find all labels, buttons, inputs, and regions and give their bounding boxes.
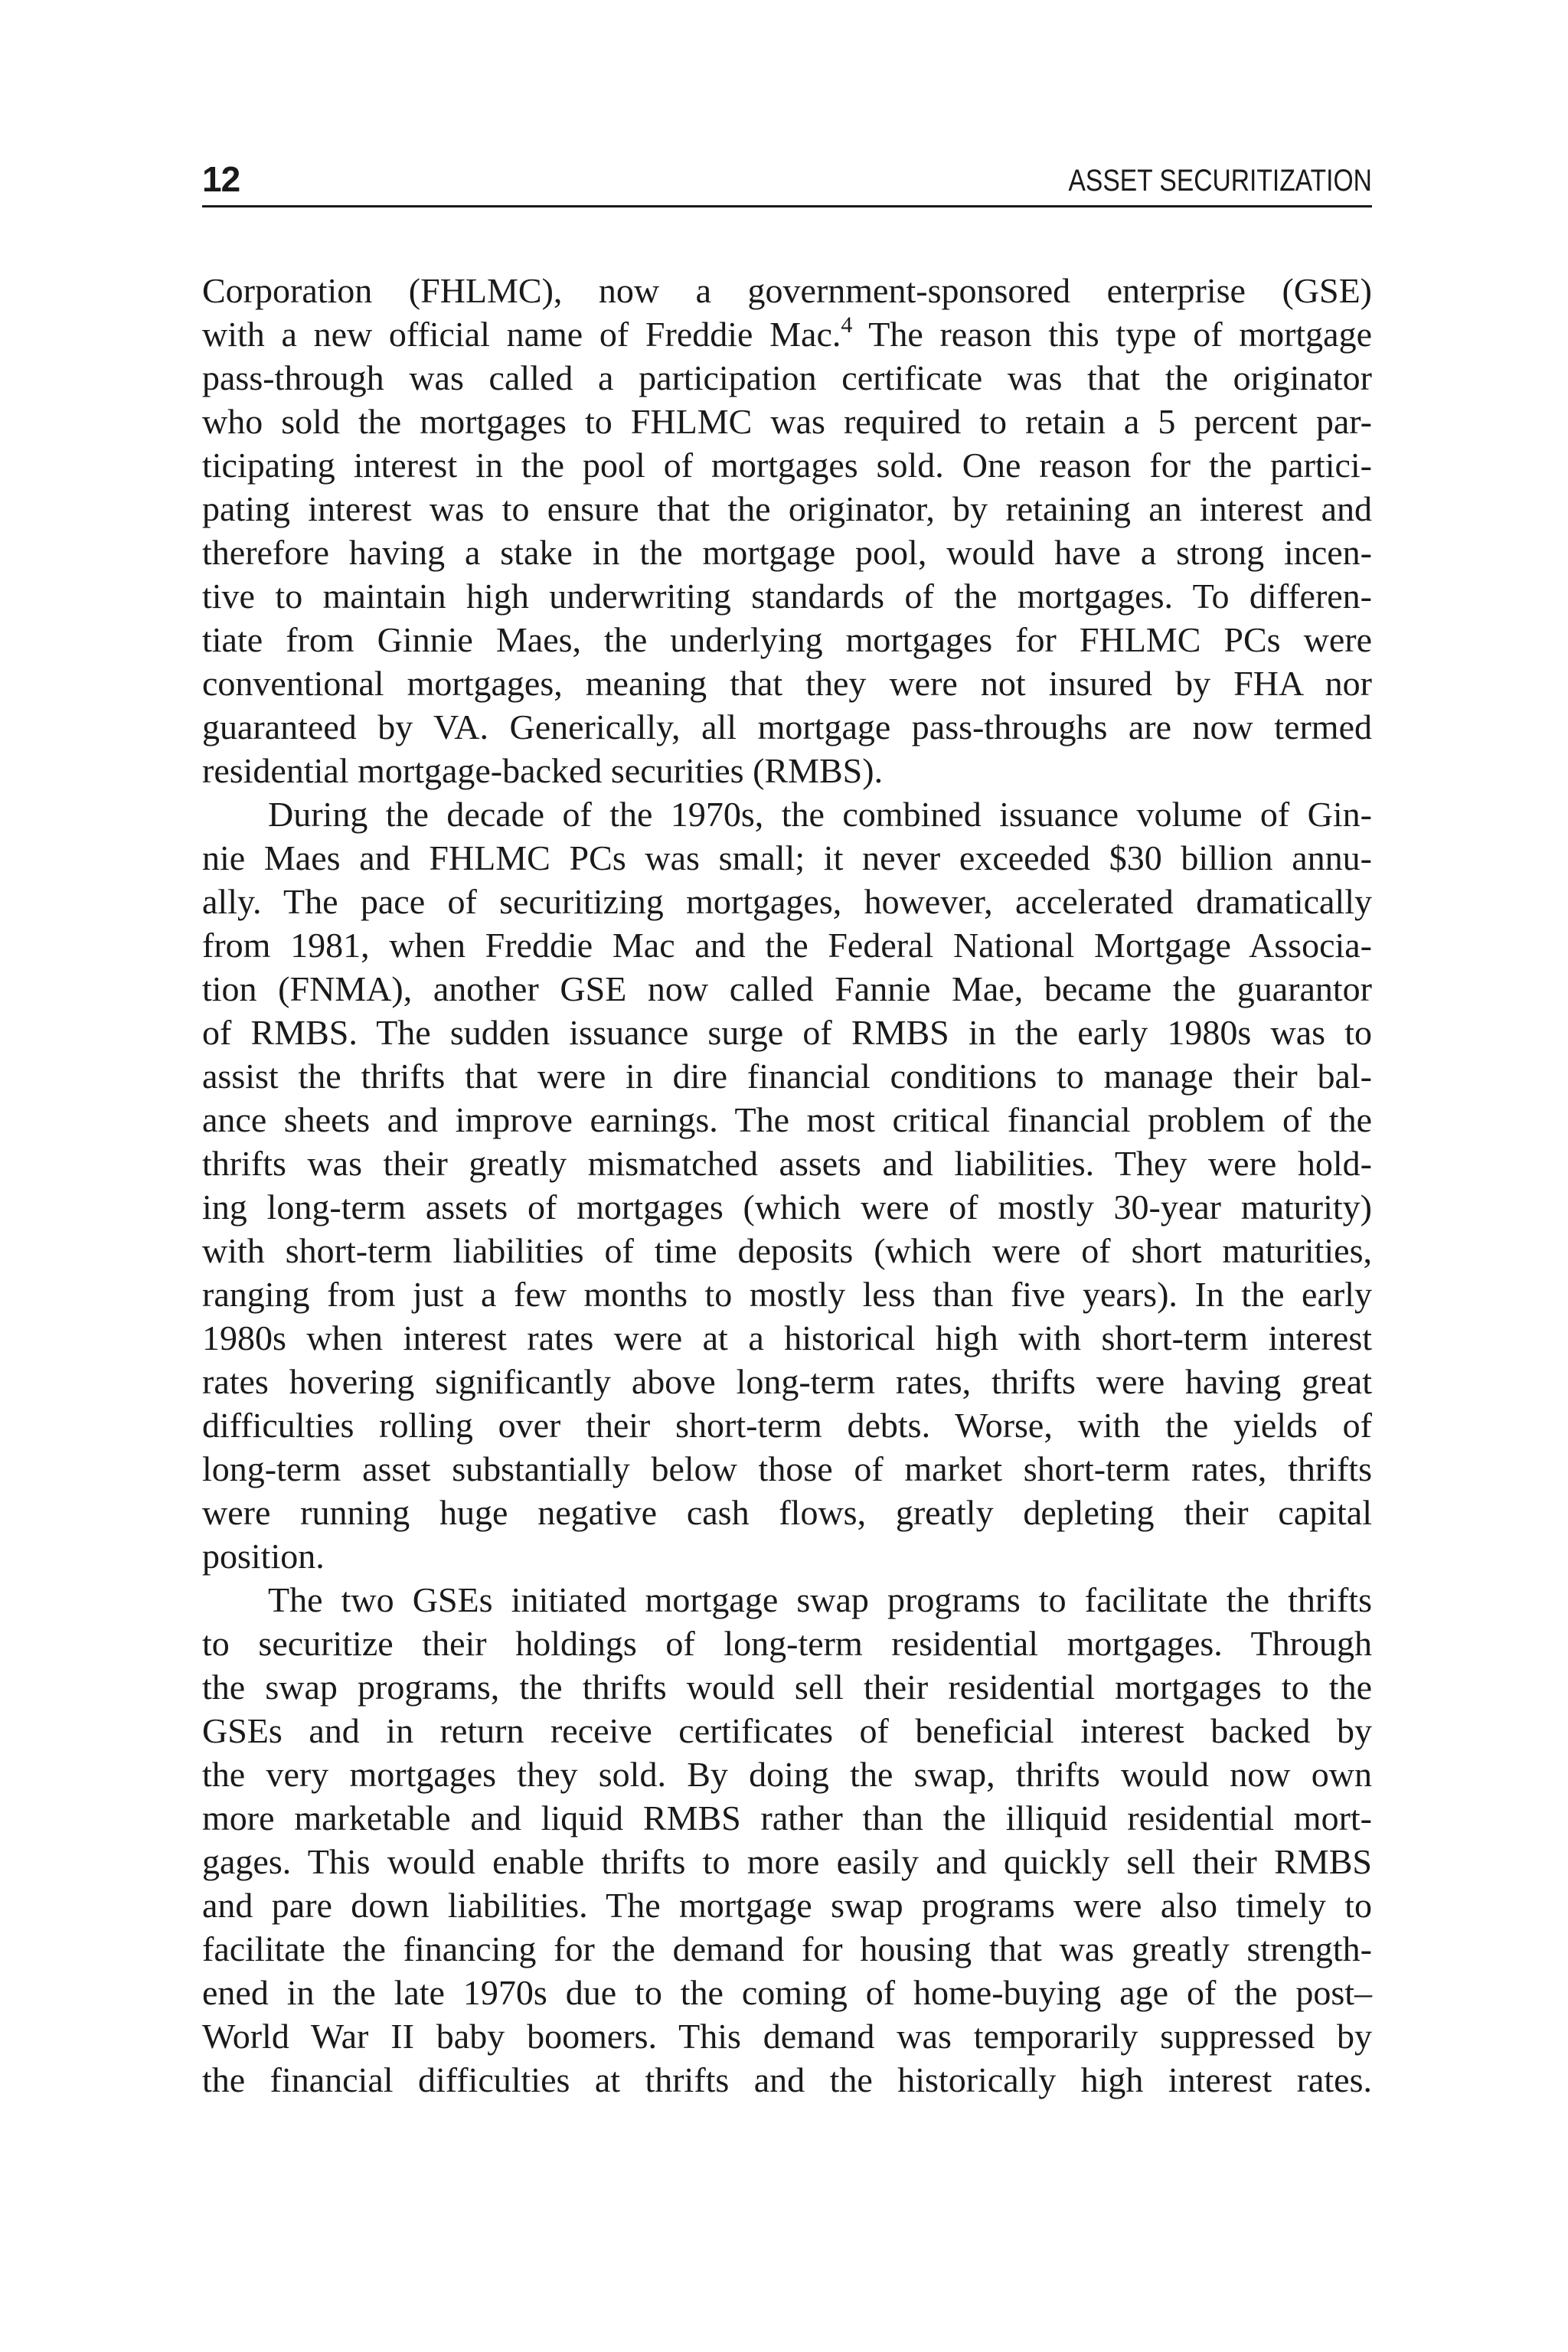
text-line: nie Maes and FHLMC PCs was small; it never exceeded $30 billion annu- (202, 838, 1372, 877)
text-line: were running huge negative cash flows, greatly depleting their capital (202, 1493, 1372, 1532)
paragraph-2 (202, 792, 1372, 1578)
text-line: from 1981, when Freddie Mac and the Federal National Mortgage Associa- (202, 926, 1372, 965)
text-line: with short-term liabilities of time deposits (which were of short maturities, (202, 1231, 1372, 1270)
text-line: tive to maintain high underwriting standards of the mortgages. To differen- (202, 577, 1372, 616)
text-line: thrifts was their greatly mismatched assets and liabilities. They were hold- (202, 1144, 1372, 1183)
paragraph-3 (202, 1578, 1372, 2102)
text-line: difficulties rolling over their short-term debts. Worse, with the yields of (202, 1406, 1372, 1445)
text-line: GSEs and in return receive certificates of beneficial interest backed by (202, 1711, 1372, 1750)
text-line: ally. The pace of securitizing mortgages, however, accelerated dramatically (202, 882, 1372, 921)
text-line (202, 312, 1372, 356)
body-text (202, 269, 1372, 2102)
paragraph-1 (202, 269, 1372, 792)
text-line: Corporation (FHLMC), now a government-sponsored enterprise (GSE) (202, 271, 1372, 310)
text-line: the financial difficulties at thrifts and the historically high interest rates. (202, 2060, 1372, 2099)
text-line: tiate from Ginnie Maes, the underlying mortgages for FHLMC PCs were (202, 620, 1372, 659)
text-line: ing long-term assets of mortgages (which were of mostly 30-year maturity) (202, 1187, 1372, 1227)
text-line: facilitate the financing for the demand for housing that was greatly strength- (202, 1929, 1372, 1968)
running-head (202, 158, 1372, 207)
text-line: residential mortgage-backed securities (RMBS). (202, 751, 884, 790)
text-line: pass-through was called a participation certificate was that the originator (202, 358, 1372, 397)
text-line: During the decade of the 1970s, the combined issuance volume of Gin- (268, 795, 1372, 834)
text-line: conventional mortgages, meaning that they were not insured by FHA nor (202, 664, 1372, 703)
page-number: 12 (202, 159, 240, 199)
text-line: to securitize their holdings of long-term residential mortgages. Through (202, 1624, 1372, 1663)
text-line: gages. This would enable thrifts to more easily and quickly sell their RMBS (202, 1842, 1372, 1881)
text-line: assist the thrifts that were in dire financial conditions to manage their bal- (202, 1057, 1372, 1096)
text-line: guaranteed by VA. Generically, all mortgage pass-throughs are now termed (202, 707, 1372, 746)
text-line: therefore having a stake in the mortgage pool, would have a strong incen- (202, 533, 1372, 572)
text-line: the swap programs, the thrifts would sell their residential mortgages to the (202, 1668, 1372, 1707)
chapter-title: ASSET SECURITIZATION (1068, 164, 1372, 198)
text-line: position. (202, 1537, 325, 1576)
text-line: 1980s when interest rates were at a historical high with short-term interest (202, 1318, 1372, 1357)
text-line: long-term asset substantially below those of market short-term rates, thrifts (202, 1449, 1372, 1488)
text-line: ened in the late 1970s due to the coming of home-buying age of the post– (202, 1973, 1372, 2012)
text-line: rates hovering significantly above long-term rates, thrifts were having great (202, 1362, 1372, 1401)
text-line: pating interest was to ensure that the originator, by retaining an interest and (202, 489, 1372, 528)
text-run: with a new official name of Freddie Mac. (202, 315, 841, 354)
footnote-reference[interactable]: 4 (841, 312, 853, 338)
text-line: tion (FNMA), another GSE now called Fannie Mae, became the guarantor (202, 969, 1372, 1008)
text-line: the very mortgages they sold. By doing the swap, thrifts would now own (202, 1755, 1372, 1794)
text-line: who sold the mortgages to FHLMC was required to retain a 5 percent par- (202, 402, 1372, 441)
text-line: and pare down liabilities. The mortgage swap programs were also timely to (202, 1886, 1372, 1925)
text-run: The reason this type of mortgage (852, 315, 1373, 354)
text-line: World War II baby boomers. This demand was temporarily suppressed by (202, 2017, 1372, 2056)
text-line: of RMBS. The sudden issuance surge of RMBS in the early 1980s was to (202, 1013, 1372, 1052)
text-line: The two GSEs initiated mortgage swap programs to facilitate the thrifts (268, 1580, 1372, 1619)
text-line: ance sheets and improve earnings. The most critical financial problem of the (202, 1100, 1372, 1139)
text-line: more marketable and liquid RMBS rather than the illiquid residential mort- (202, 1798, 1372, 1838)
text-line: ticipating interest in the pool of mortgages sold. One reason for the partici- (202, 446, 1372, 485)
text-line: ranging from just a few months to mostly less than five years). In the early (202, 1275, 1372, 1314)
